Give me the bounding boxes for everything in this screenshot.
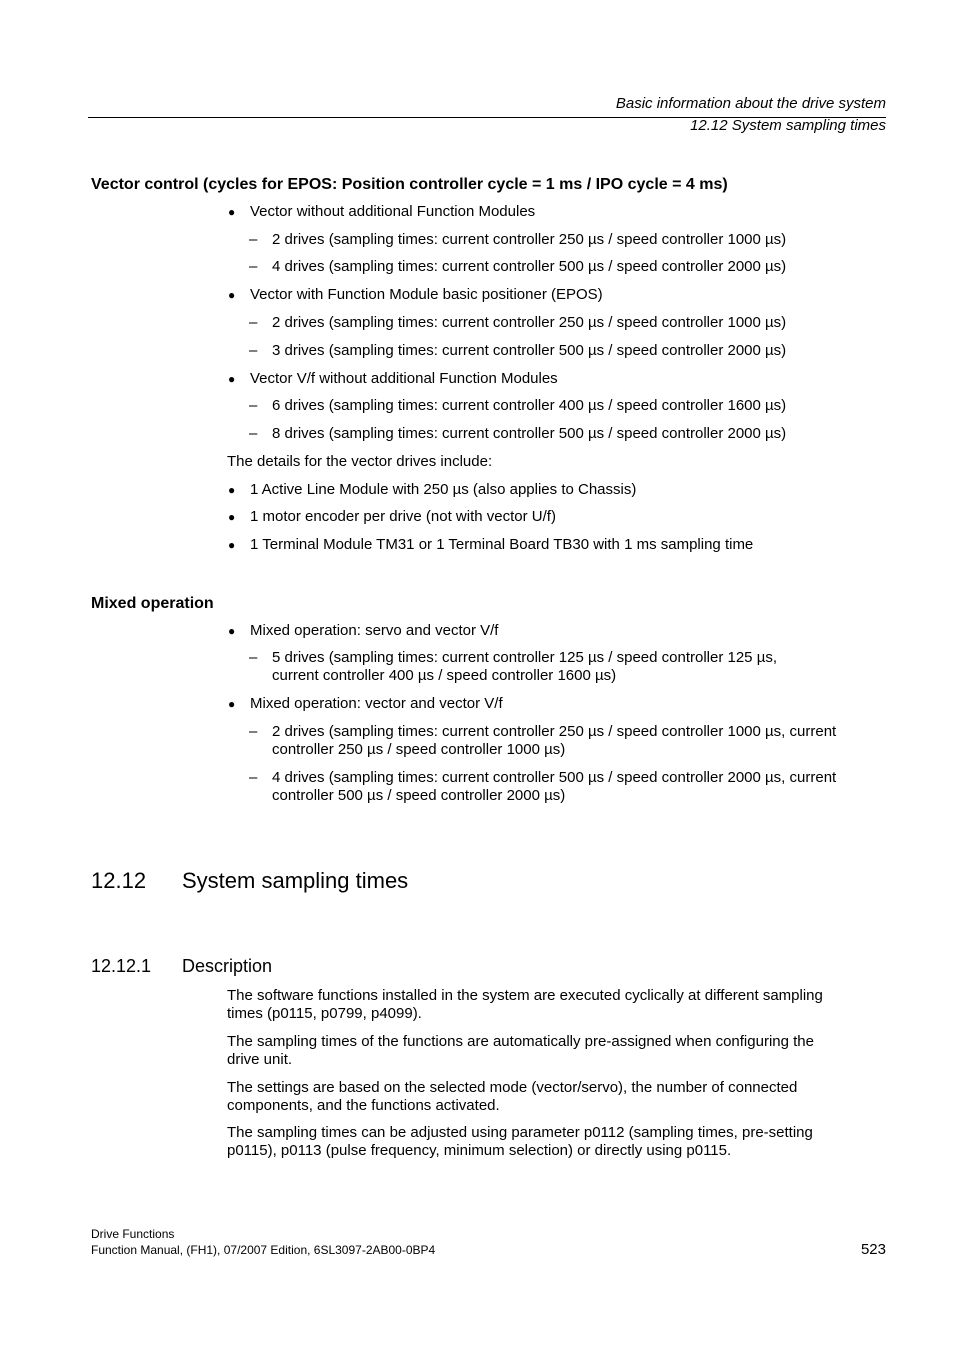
dash-text: controller 500 µs / speed controller 2000 µs) [272,787,566,804]
dash-icon: – [249,258,258,275]
vector-control-heading: Vector control (cycles for EPOS: Position controller cycle = 1 ms / IPO cycle = 4 ms) [91,176,728,193]
footer-edition: Function Manual, (FH1), 07/2007 Edition, 6SL3097-2AB00-0BP4 [91,1243,436,1257]
paragraph-line: The sampling times of the functions are automatically pre-assigned when configuring the [227,1033,814,1050]
paragraph-line: p0115), p0113 (pulse frequency, minimum selection) or directly using p0115. [227,1142,732,1159]
bullet-text: Mixed operation: vector and vector V/f [250,695,503,712]
dash-text: 8 drives (sampling times: current controller 500 µs / speed controller 2000 µs) [272,425,787,442]
bullet-icon: ● [228,510,236,524]
dash-icon: – [249,723,258,740]
bullet-text: Vector V/f without additional Function Modules [250,370,558,387]
bullet-text: Vector with Function Module basic positioner (EPOS) [250,286,603,303]
bullet-icon: ● [228,205,236,219]
dash-icon: – [249,649,258,666]
bullet-text: 1 Active Line Module with 250 µs (also applies to Chassis) [250,481,637,498]
paragraph [227,987,887,1023]
dash-text: 4 drives (sampling times: current controller 500 µs / speed controller 2000 µs) [272,258,787,275]
paragraph-line: The settings are based on the selected mode (vector/servo), the number of connected [227,1079,798,1096]
subsection-number: 12.12.1 [91,956,152,976]
footer [91,1226,435,1258]
paragraph [227,1079,887,1115]
running-header-chapter: Basic information about the drive system [615,95,886,112]
dash-icon: – [249,314,258,331]
bullet-text: 1 motor encoder per drive (not with vector U/f) [250,508,556,525]
bullet-text: Vector without additional Function Modules [250,203,536,220]
paragraph-line: times (p0115, p0799, p4099). [227,1005,422,1022]
dash-text: 6 drives (sampling times: current controller 400 µs / speed controller 1600 µs) [272,397,787,414]
paragraph-line: drive unit. [227,1051,293,1068]
bullet-icon: ● [228,288,236,302]
bullet-icon: ● [228,624,236,638]
paragraph-line: The sampling times can be adjusted using parameter p0112 (sampling times, pre-setting [227,1124,813,1141]
dash-text: current controller 400 µs / speed controller 1600 µs) [272,667,617,684]
dash-text: 2 drives (sampling times: current controller 250 µs / speed controller 1000 µs, current [272,723,837,740]
bullet-icon: ● [228,372,236,386]
dash-icon: – [249,769,258,786]
subsection-title: Description [182,956,273,976]
paragraph [227,1033,887,1069]
dash-text: 4 drives (sampling times: current controller 500 µs / speed controller 2000 µs, current [272,769,837,786]
dash-icon: – [249,397,258,414]
bullet-text: 1 Terminal Module TM31 or 1 Terminal Board TB30 with 1 ms sampling time [250,536,754,553]
bullet-icon: ● [228,538,236,552]
paragraph-line: components, and the functions activated. [227,1097,500,1114]
paragraph-line: The software functions installed in the system are executed cyclically at different sampling [227,987,823,1004]
dash-text: 2 drives (sampling times: current controller 250 µs / speed controller 1000 µs) [272,231,787,248]
dash-text: 5 drives (sampling times: current controller 125 µs / speed controller 125 µs, [272,649,778,666]
bullet-icon: ● [228,483,236,497]
bullet-text: Mixed operation: servo and vector V/f [250,622,499,639]
dash-icon: – [249,425,258,442]
dash-icon: – [249,231,258,248]
dash-icon: – [249,342,258,359]
page-number: 523 [860,1241,886,1258]
footer-title: Drive Functions [91,1227,175,1241]
section-title: System sampling times [182,868,409,893]
dash-text: controller 250 µs / speed controller 1000 µs) [272,741,566,758]
dash-text: 2 drives (sampling times: current controller 250 µs / speed controller 1000 µs) [272,314,787,331]
paragraph [227,1124,887,1160]
details-intro: The details for the vector drives include: [227,453,493,470]
dash-text: 3 drives (sampling times: current controller 500 µs / speed controller 2000 µs) [272,342,787,359]
bullet-icon: ● [228,697,236,711]
section-number: 12.12 [91,868,147,893]
mixed-operation-heading: Mixed operation [91,595,214,612]
running-header-section: 12.12 System sampling times [690,117,886,134]
